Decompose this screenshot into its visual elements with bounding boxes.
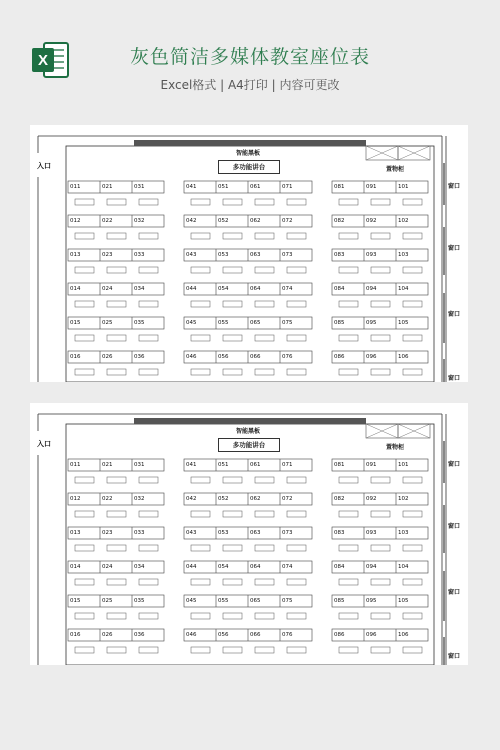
seat-number: 103 bbox=[398, 530, 409, 536]
chair bbox=[255, 301, 274, 307]
seat-number: 022 bbox=[102, 496, 113, 502]
seat-number: 092 bbox=[366, 496, 377, 502]
chair bbox=[107, 647, 126, 653]
desk-row bbox=[332, 459, 428, 471]
chair bbox=[139, 267, 158, 273]
chair bbox=[287, 647, 306, 653]
chair bbox=[403, 267, 422, 273]
seat-number: 065 bbox=[250, 598, 261, 604]
seat-number: 055 bbox=[218, 320, 229, 326]
seat-number: 064 bbox=[250, 286, 261, 292]
chair bbox=[371, 511, 390, 517]
chair bbox=[223, 233, 242, 239]
chair bbox=[403, 613, 422, 619]
chair bbox=[223, 477, 242, 483]
chair bbox=[255, 199, 274, 205]
seat-number: 075 bbox=[282, 320, 293, 326]
chair bbox=[287, 233, 306, 239]
chair bbox=[107, 233, 126, 239]
seat-number: 096 bbox=[366, 354, 377, 360]
seat-number: 016 bbox=[70, 632, 81, 638]
chair bbox=[371, 647, 390, 653]
seat-number: 105 bbox=[398, 320, 409, 326]
chair bbox=[75, 477, 94, 483]
desk-row bbox=[332, 351, 428, 363]
chair bbox=[403, 301, 422, 307]
seat-number: 071 bbox=[282, 184, 293, 190]
seat-number: 085 bbox=[334, 598, 345, 604]
desk-row bbox=[68, 527, 164, 539]
chair bbox=[255, 369, 274, 375]
chair bbox=[139, 613, 158, 619]
seat-number: 013 bbox=[70, 252, 81, 258]
chair bbox=[191, 301, 210, 307]
chair bbox=[371, 613, 390, 619]
seat-number: 074 bbox=[282, 286, 293, 292]
chair bbox=[223, 613, 242, 619]
chair bbox=[255, 233, 274, 239]
seat-number: 035 bbox=[134, 320, 145, 326]
seat-number: 092 bbox=[366, 218, 377, 224]
seat-number: 082 bbox=[334, 218, 345, 224]
chair bbox=[403, 647, 422, 653]
seat-number: 083 bbox=[334, 252, 345, 258]
window-label: 窗口 bbox=[448, 523, 461, 530]
chair bbox=[75, 301, 94, 307]
seat-number: 023 bbox=[102, 252, 113, 258]
seat-number: 055 bbox=[218, 598, 229, 604]
chair bbox=[191, 545, 210, 551]
chair bbox=[255, 511, 274, 517]
chair bbox=[287, 545, 306, 551]
chair bbox=[371, 369, 390, 375]
seat-number: 073 bbox=[282, 530, 293, 536]
seat-number: 014 bbox=[70, 564, 81, 570]
seat-number: 091 bbox=[366, 462, 377, 468]
chair bbox=[223, 579, 242, 585]
seat-number: 044 bbox=[186, 286, 197, 292]
desk-row bbox=[68, 283, 164, 295]
seat-number: 101 bbox=[398, 184, 409, 190]
chair bbox=[191, 511, 210, 517]
seat-number: 086 bbox=[334, 632, 345, 638]
chair bbox=[371, 267, 390, 273]
chair bbox=[339, 369, 358, 375]
chair bbox=[75, 613, 94, 619]
seat-number: 011 bbox=[70, 462, 81, 468]
chair bbox=[191, 369, 210, 375]
seat-number: 101 bbox=[398, 462, 409, 468]
chair bbox=[223, 545, 242, 551]
chair bbox=[255, 335, 274, 341]
chair bbox=[371, 335, 390, 341]
chair bbox=[191, 335, 210, 341]
seat-number: 043 bbox=[186, 252, 197, 258]
seat-number: 032 bbox=[134, 218, 145, 224]
chair bbox=[223, 369, 242, 375]
page-header bbox=[0, 0, 500, 110]
seat-number: 022 bbox=[102, 218, 113, 224]
blackboard-label: 智能黑板 bbox=[236, 150, 261, 157]
seat-number: 053 bbox=[218, 530, 229, 536]
chair bbox=[403, 579, 422, 585]
chair bbox=[191, 647, 210, 653]
desk-row bbox=[68, 629, 164, 641]
chair bbox=[191, 267, 210, 273]
seat-number: 034 bbox=[134, 286, 145, 292]
seat-number: 042 bbox=[186, 496, 197, 502]
window-label: 窗口 bbox=[448, 653, 461, 660]
seat-number: 052 bbox=[218, 496, 229, 502]
desk-row bbox=[68, 317, 164, 329]
chair bbox=[287, 267, 306, 273]
seat-number: 095 bbox=[366, 598, 377, 604]
seat-number: 036 bbox=[134, 354, 145, 360]
seat-number: 042 bbox=[186, 218, 197, 224]
chair bbox=[139, 579, 158, 585]
blackboard bbox=[134, 140, 366, 146]
seat-number: 056 bbox=[218, 354, 229, 360]
chair bbox=[339, 267, 358, 273]
seat-number: 105 bbox=[398, 598, 409, 604]
chair bbox=[75, 511, 94, 517]
chair bbox=[339, 613, 358, 619]
chair bbox=[139, 477, 158, 483]
desk-row bbox=[332, 283, 428, 295]
chair bbox=[139, 545, 158, 551]
chair bbox=[191, 233, 210, 239]
seat-number: 056 bbox=[218, 632, 229, 638]
chair bbox=[75, 233, 94, 239]
chair bbox=[223, 301, 242, 307]
seat-number: 012 bbox=[70, 218, 81, 224]
seat-number: 081 bbox=[334, 462, 345, 468]
chair bbox=[371, 545, 390, 551]
chair bbox=[75, 335, 94, 341]
seat-number: 044 bbox=[186, 564, 197, 570]
chair bbox=[403, 199, 422, 205]
chair bbox=[107, 267, 126, 273]
seat-number: 086 bbox=[334, 354, 345, 360]
seat-number: 051 bbox=[218, 184, 229, 190]
seat-number: 014 bbox=[70, 286, 81, 292]
chair bbox=[191, 199, 210, 205]
chair bbox=[139, 301, 158, 307]
chair bbox=[255, 613, 274, 619]
chair bbox=[223, 511, 242, 517]
chair bbox=[371, 233, 390, 239]
blackboard bbox=[134, 418, 366, 424]
chair bbox=[107, 511, 126, 517]
entrance-label: 入口 bbox=[37, 440, 51, 448]
chair bbox=[339, 511, 358, 517]
seat-number: 071 bbox=[282, 462, 293, 468]
window-label: 窗口 bbox=[448, 375, 461, 382]
window-label: 窗口 bbox=[448, 461, 461, 468]
seat-number: 046 bbox=[186, 632, 197, 638]
seat-number: 084 bbox=[334, 564, 345, 570]
seat-number: 041 bbox=[186, 184, 197, 190]
seating-chart-preview-1 bbox=[30, 125, 468, 382]
seat-number: 076 bbox=[282, 632, 293, 638]
seat-number: 063 bbox=[250, 252, 261, 258]
chair bbox=[339, 647, 358, 653]
podium: 多功能讲台 bbox=[218, 160, 280, 174]
chair bbox=[139, 233, 158, 239]
seat-number: 034 bbox=[134, 564, 145, 570]
chair bbox=[139, 199, 158, 205]
seat-number: 023 bbox=[102, 530, 113, 536]
chair bbox=[339, 301, 358, 307]
podium: 多功能讲台 bbox=[218, 438, 280, 452]
chair bbox=[287, 335, 306, 341]
seat-number: 066 bbox=[250, 354, 261, 360]
seat-number: 081 bbox=[334, 184, 345, 190]
chair bbox=[255, 477, 274, 483]
seat-number: 024 bbox=[102, 286, 113, 292]
desk-row bbox=[68, 249, 164, 261]
seat-number: 032 bbox=[134, 496, 145, 502]
seat-number: 074 bbox=[282, 564, 293, 570]
seat-number: 026 bbox=[102, 354, 113, 360]
seat-number: 045 bbox=[186, 598, 197, 604]
chair bbox=[287, 511, 306, 517]
seat-number: 073 bbox=[282, 252, 293, 258]
chair bbox=[287, 199, 306, 205]
seat-number: 072 bbox=[282, 218, 293, 224]
window-label: 窗口 bbox=[448, 589, 461, 596]
chair bbox=[191, 613, 210, 619]
seat-number: 066 bbox=[250, 632, 261, 638]
seat-number: 062 bbox=[250, 496, 261, 502]
chair bbox=[223, 335, 242, 341]
seat-number: 011 bbox=[70, 184, 81, 190]
chair bbox=[339, 545, 358, 551]
seat-number: 085 bbox=[334, 320, 345, 326]
chair bbox=[107, 613, 126, 619]
cabinet-label: 置物柜 bbox=[386, 444, 405, 451]
desk-row bbox=[332, 493, 428, 505]
chair bbox=[139, 335, 158, 341]
desk-row bbox=[68, 595, 164, 607]
seat-number: 033 bbox=[134, 252, 145, 258]
desk-row bbox=[332, 595, 428, 607]
chair bbox=[371, 579, 390, 585]
chair bbox=[371, 301, 390, 307]
seating-chart-preview-2 bbox=[30, 403, 468, 665]
seat-number: 024 bbox=[102, 564, 113, 570]
desk-row bbox=[68, 561, 164, 573]
chair bbox=[223, 647, 242, 653]
seat-number: 093 bbox=[366, 530, 377, 536]
seat-number: 072 bbox=[282, 496, 293, 502]
seat-number: 046 bbox=[186, 354, 197, 360]
chair bbox=[107, 301, 126, 307]
chair bbox=[223, 267, 242, 273]
desk-row bbox=[68, 459, 164, 471]
chair bbox=[403, 545, 422, 551]
seat-number: 106 bbox=[398, 632, 409, 638]
svg-text:X: X bbox=[37, 52, 49, 69]
seat-number: 054 bbox=[218, 564, 229, 570]
cabinet-label: 置物柜 bbox=[386, 166, 405, 173]
page-title: 灰色简洁多媒体教室座位表 bbox=[129, 46, 370, 68]
chair bbox=[107, 369, 126, 375]
seat-number: 093 bbox=[366, 252, 377, 258]
seat-number: 025 bbox=[102, 320, 113, 326]
seat-number: 054 bbox=[218, 286, 229, 292]
chair bbox=[191, 477, 210, 483]
desk-row bbox=[68, 351, 164, 363]
seat-number: 084 bbox=[334, 286, 345, 292]
desk-row bbox=[68, 493, 164, 505]
chair bbox=[139, 511, 158, 517]
desk-row bbox=[68, 215, 164, 227]
chair bbox=[107, 335, 126, 341]
chair bbox=[191, 579, 210, 585]
seat-number: 053 bbox=[218, 252, 229, 258]
seat-number: 062 bbox=[250, 218, 261, 224]
window-label: 窗口 bbox=[448, 245, 461, 252]
desk-row bbox=[332, 215, 428, 227]
chair bbox=[403, 335, 422, 341]
seat-number: 063 bbox=[250, 530, 261, 536]
desk-row bbox=[332, 527, 428, 539]
seat-number: 064 bbox=[250, 564, 261, 570]
chair bbox=[339, 199, 358, 205]
chair bbox=[139, 369, 158, 375]
seat-number: 031 bbox=[134, 462, 145, 468]
seat-number: 106 bbox=[398, 354, 409, 360]
entrance-label: 入口 bbox=[37, 162, 51, 170]
chair bbox=[107, 477, 126, 483]
seat-number: 061 bbox=[250, 462, 261, 468]
chair bbox=[287, 369, 306, 375]
chair bbox=[287, 477, 306, 483]
chair bbox=[403, 369, 422, 375]
seat-number: 103 bbox=[398, 252, 409, 258]
chair bbox=[371, 477, 390, 483]
page-subtitle: Excel格式 | A4打印 | 内容可更改 bbox=[160, 78, 340, 92]
seat-number: 065 bbox=[250, 320, 261, 326]
chair bbox=[255, 267, 274, 273]
chair bbox=[75, 199, 94, 205]
seat-number: 035 bbox=[134, 598, 145, 604]
seat-number: 051 bbox=[218, 462, 229, 468]
seat-number: 095 bbox=[366, 320, 377, 326]
chair bbox=[371, 199, 390, 205]
chair bbox=[255, 545, 274, 551]
chair bbox=[403, 511, 422, 517]
seat-number: 061 bbox=[250, 184, 261, 190]
window-label: 窗口 bbox=[448, 311, 461, 318]
seat-number: 015 bbox=[70, 320, 81, 326]
seat-number: 043 bbox=[186, 530, 197, 536]
chair bbox=[107, 579, 126, 585]
chair bbox=[255, 647, 274, 653]
seat-number: 075 bbox=[282, 598, 293, 604]
chair bbox=[75, 545, 94, 551]
chair bbox=[339, 233, 358, 239]
chair bbox=[75, 579, 94, 585]
desk-row bbox=[332, 181, 428, 193]
seat-number: 031 bbox=[134, 184, 145, 190]
seat-number: 016 bbox=[70, 354, 81, 360]
seat-number: 025 bbox=[102, 598, 113, 604]
seat-number: 096 bbox=[366, 632, 377, 638]
seat-number: 045 bbox=[186, 320, 197, 326]
chair bbox=[107, 545, 126, 551]
seat-number: 021 bbox=[102, 462, 113, 468]
seat-number: 091 bbox=[366, 184, 377, 190]
seat-number: 076 bbox=[282, 354, 293, 360]
seat-number: 102 bbox=[398, 496, 409, 502]
desk-row bbox=[332, 317, 428, 329]
chair bbox=[223, 199, 242, 205]
seat-number: 012 bbox=[70, 496, 81, 502]
seat-number: 104 bbox=[398, 286, 409, 292]
chair bbox=[403, 477, 422, 483]
chair bbox=[287, 301, 306, 307]
seat-number: 104 bbox=[398, 564, 409, 570]
desk-row bbox=[68, 181, 164, 193]
chair bbox=[75, 267, 94, 273]
seat-number: 013 bbox=[70, 530, 81, 536]
seat-number: 082 bbox=[334, 496, 345, 502]
chair bbox=[139, 647, 158, 653]
blackboard-label: 智能黑板 bbox=[236, 428, 261, 435]
chair bbox=[255, 579, 274, 585]
seat-number: 015 bbox=[70, 598, 81, 604]
seat-number: 094 bbox=[366, 286, 377, 292]
seat-number: 102 bbox=[398, 218, 409, 224]
chair bbox=[287, 613, 306, 619]
chair bbox=[287, 579, 306, 585]
seat-number: 041 bbox=[186, 462, 197, 468]
seat-number: 033 bbox=[134, 530, 145, 536]
desk-row bbox=[332, 249, 428, 261]
seat-number: 083 bbox=[334, 530, 345, 536]
chair bbox=[339, 477, 358, 483]
chair bbox=[339, 579, 358, 585]
chair bbox=[107, 199, 126, 205]
chair bbox=[75, 647, 94, 653]
seat-number: 036 bbox=[134, 632, 145, 638]
chair bbox=[75, 369, 94, 375]
desk-row bbox=[332, 629, 428, 641]
desk-row bbox=[332, 561, 428, 573]
seat-number: 094 bbox=[366, 564, 377, 570]
seat-number: 021 bbox=[102, 184, 113, 190]
chair bbox=[403, 233, 422, 239]
window-label: 窗口 bbox=[448, 183, 461, 190]
seat-number: 026 bbox=[102, 632, 113, 638]
seat-number: 052 bbox=[218, 218, 229, 224]
chair bbox=[339, 335, 358, 341]
